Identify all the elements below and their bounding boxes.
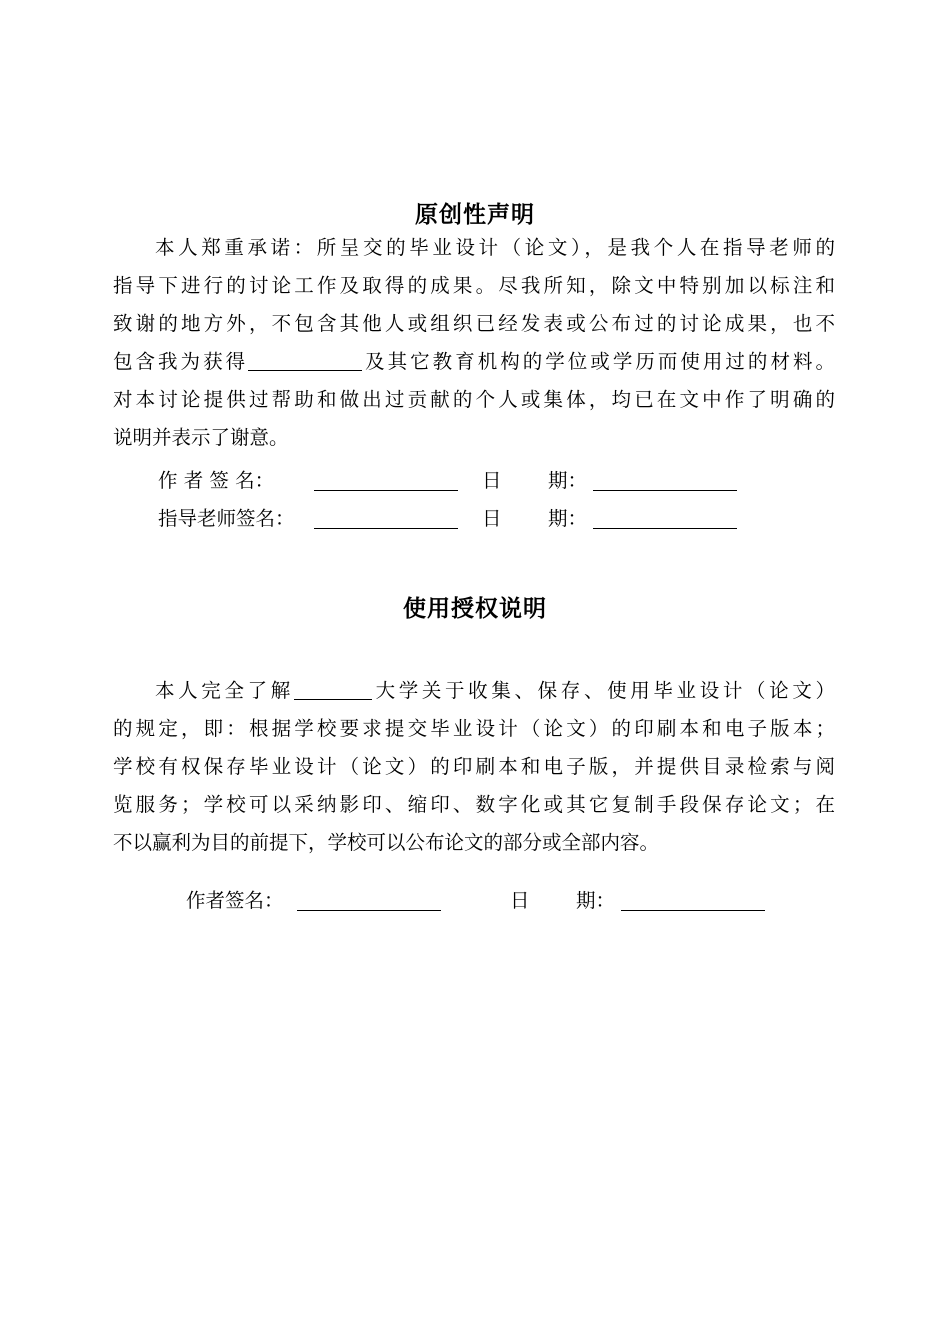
date-label-char-1: 日 bbox=[482, 507, 502, 530]
declaration-author-signature-row bbox=[158, 466, 758, 496]
date-label-char-1: 日 bbox=[482, 469, 502, 492]
authorization-paragraph bbox=[113, 672, 835, 862]
author-date-line[interactable] bbox=[593, 466, 737, 491]
authorization-line-2: 的规定，即：根据学校要求提交毕业设计（论文）的印刷本和电子版本； bbox=[113, 717, 835, 740]
authorization-line-4: 览服务；学校可以采纳影印、缩印、数字化或其它复制手段保存论文；在 bbox=[113, 793, 835, 816]
declaration-line-5: 对本讨论提供过帮助和做出过贡献的个人或集体，均已在文中作了明确的 bbox=[113, 388, 835, 411]
authorization-line-1 bbox=[113, 672, 835, 710]
declaration-line-4-after: 及其它教育机构的学位或学历而使用过的材料。 bbox=[362, 350, 835, 373]
declaration-paragraph bbox=[113, 229, 835, 457]
date-label-char-1: 日 bbox=[510, 889, 530, 912]
authorization-title: 使用授权说明 bbox=[403, 596, 547, 622]
author-signature-label: 作 者 签 名： bbox=[158, 469, 275, 492]
authorization-line-1-after: 大学关于收集、保存、使用毕业设计（论文） bbox=[371, 679, 835, 702]
declaration-line-6: 说明并表示了谢意。 bbox=[113, 426, 289, 449]
declaration-line-2: 指导下进行的讨论工作及取得的成果。尽我所知，除文中特别加以标注和 bbox=[113, 274, 835, 297]
authorization-signature-line[interactable] bbox=[297, 886, 441, 911]
author-signature-line[interactable] bbox=[314, 466, 458, 491]
advisor-signature-label: 指导老师签名： bbox=[158, 507, 295, 530]
authorization-date-line[interactable] bbox=[621, 886, 765, 911]
university-name-blank[interactable] bbox=[294, 677, 372, 700]
declaration-line-4-before: 包含我为获得 bbox=[113, 350, 249, 373]
authorization-line-1-before: 本人完全了解 bbox=[155, 679, 294, 702]
advisor-date-line[interactable] bbox=[593, 504, 737, 529]
authorization-line-3: 学校有权保存毕业设计（论文）的印刷本和电子版，并提供目录检索与阅 bbox=[113, 755, 835, 778]
degree-institution-blank[interactable] bbox=[248, 348, 362, 371]
declaration-advisor-signature-row bbox=[158, 504, 758, 534]
date-label-char-2: 期： bbox=[576, 889, 616, 912]
date-label-char-2: 期： bbox=[548, 507, 588, 530]
date-label-char-2: 期： bbox=[548, 469, 588, 492]
declaration-line-4 bbox=[113, 343, 835, 381]
advisor-signature-line[interactable] bbox=[314, 504, 458, 529]
authorization-signature-row bbox=[186, 886, 786, 916]
declaration-line-1: 本人郑重承诺：所呈交的毕业设计（论文），是我个人在指导老师的 bbox=[155, 236, 835, 259]
authorization-author-label: 作者签名： bbox=[186, 889, 284, 912]
declaration-title: 原创性声明 bbox=[415, 202, 535, 228]
authorization-line-5: 不以赢利为目的前提下，学校可以公布论文的部分或全部内容。 bbox=[113, 831, 660, 854]
declaration-line-3: 致谢的地方外，不包含其他人或组织已经发表或公布过的讨论成果，也不 bbox=[113, 312, 835, 335]
